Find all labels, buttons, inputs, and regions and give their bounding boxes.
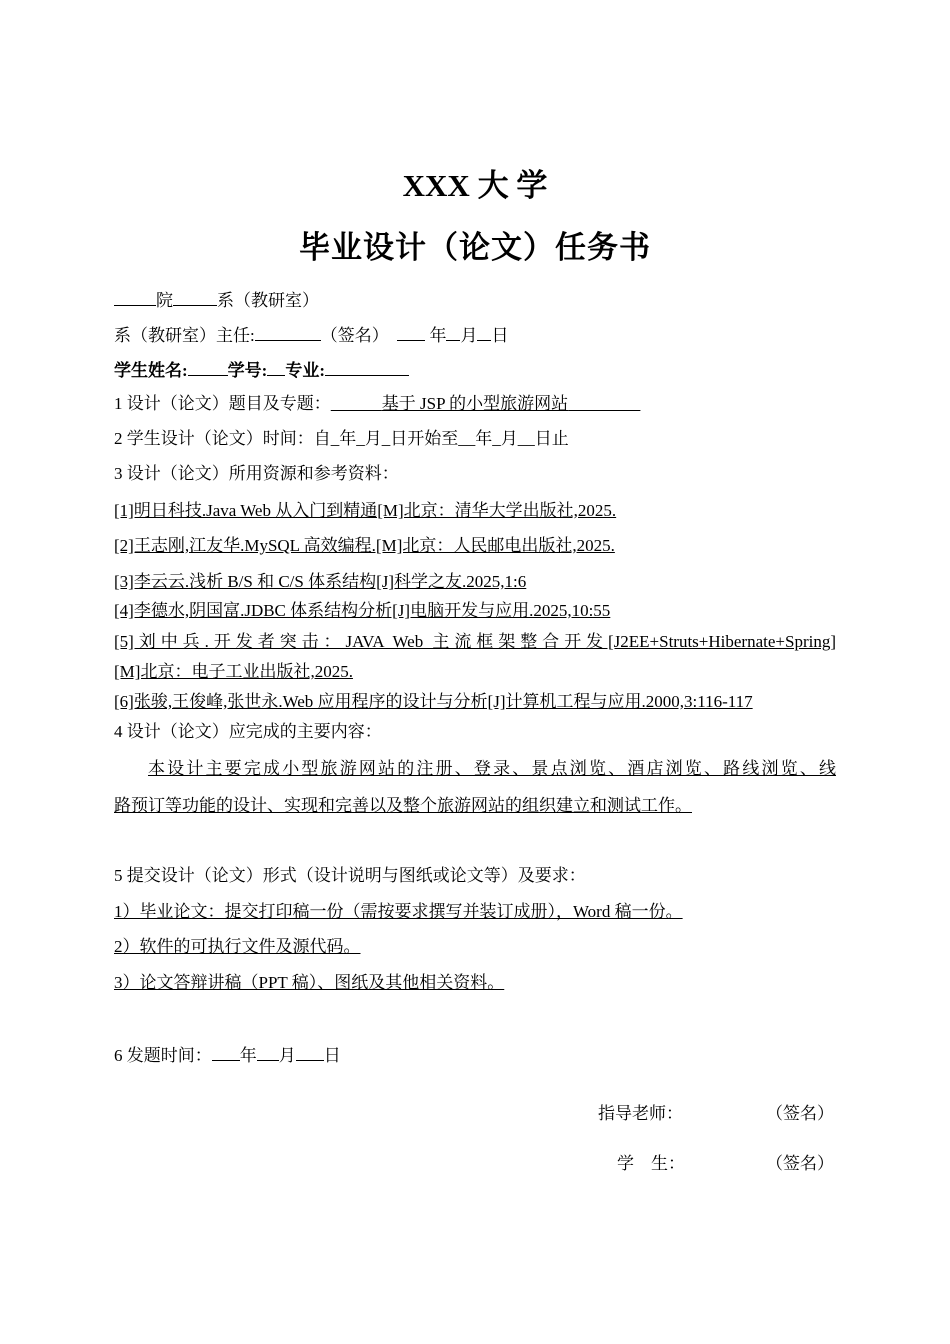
issue-year-label: 年	[239, 1046, 257, 1065]
reference-item: [3]李云云.浅析 B/S 和 C/S 体系结构[J]科学之友.2025,1:6	[114, 572, 527, 591]
university-title: XXX 大 学	[402, 168, 548, 203]
reference-item: [4]李德水,阴国富.JDBC 体系结构分析[J]电脑开发与应用.2025,10:55	[114, 601, 611, 620]
content-text-line1: 本设计主要完成小型旅游网站的注册、登录、景点浏览、酒店浏览、路线浏览、线	[148, 759, 836, 778]
director-sign-label: （签名）	[320, 326, 389, 345]
topic-label: 1 设计（论文）题目及专题：	[114, 394, 331, 413]
content-text-line2: 路预订等功能的设计、实现和完善以及整个旅游网站的组织建立和测试工作。	[114, 796, 692, 815]
reference-item: [5]刘中兵.开发者突击：JAVA Web 主流框架整合开发[J2EE+Struts+Hibernate+Spring]	[114, 632, 836, 651]
reference-item: [6]张骏,王俊峰,张世永.Web 应用程序的设计与分析[J]计算机工程与应用.2000,3:116-117	[114, 692, 753, 711]
resources-label: 3 设计（论文）所用资源和参考资料：	[114, 464, 399, 483]
submission-item: 1）毕业论文：提交打印稿一份（需按要求撰写并装订成册），Word 稿一份。	[114, 902, 683, 921]
issue-day-label: 日	[323, 1046, 341, 1065]
major-blank[interactable]	[325, 358, 409, 376]
director-year-blank[interactable]	[397, 323, 425, 341]
topic-value[interactable]: 基于 JSP 的小型旅游网站	[381, 394, 569, 413]
issue-year-blank[interactable]	[212, 1043, 240, 1061]
college-label: 院	[156, 291, 173, 310]
student-sign-row-label: 学 生：	[617, 1154, 685, 1173]
director-day-blank[interactable]	[477, 323, 491, 341]
advisor-label: 指导老师：	[598, 1104, 683, 1123]
director-month-blank[interactable]	[446, 323, 460, 341]
director-line	[114, 323, 508, 346]
department-line	[114, 288, 319, 311]
document-title: 毕业设计（论文）任务书	[299, 230, 651, 265]
student-name-blank[interactable]	[188, 358, 228, 376]
major-label: 专业:	[285, 361, 326, 380]
college-blank[interactable]	[114, 288, 156, 306]
director-month-label: 月	[460, 326, 478, 345]
student-id-blank[interactable]	[267, 358, 285, 376]
director-day-label: 日	[491, 326, 509, 345]
director-year-label: 年	[429, 326, 447, 345]
issue-date-line	[114, 1043, 341, 1066]
director-label: 系（教研室）主任:	[114, 326, 255, 345]
submission-item: 2）软件的可执行文件及源代码。	[114, 937, 361, 956]
submission-label: 5 提交设计（论文）形式（设计说明与图纸或论文等）及要求：	[114, 866, 586, 885]
reference-item-continued: [M]北京：电子工业出版社,2025.	[114, 662, 353, 681]
student-name-label: 学生姓名:	[114, 361, 188, 380]
reference-item: [1]明日科技.Java Web 从入门到精通[M]北京：清华大学出版社,2025.	[114, 501, 617, 520]
department-blank[interactable]	[173, 288, 217, 306]
issue-month-blank[interactable]	[257, 1043, 279, 1061]
student-sign-label: （签名）	[766, 1154, 834, 1173]
issue-date-label: 6 发题时间：	[114, 1046, 212, 1065]
department-label: 系（教研室）	[217, 291, 319, 310]
design-time-line: 2 学生设计（论文）时间：自_年_月_日开始至__年_月__日止	[114, 429, 569, 448]
reference-item: [2]王志刚,江友华.MySQL 高效编程.[M]北京：人民邮电出版社,2025.	[114, 536, 615, 555]
student-id-label: 学号:	[227, 361, 268, 380]
submission-item: 3）论文答辩讲稿（PPT 稿）、图纸及其他相关资料。	[114, 973, 505, 992]
advisor-sign-label: （签名）	[766, 1104, 834, 1123]
topic-line	[114, 394, 663, 414]
director-blank[interactable]	[255, 323, 321, 341]
student-info-line	[114, 358, 409, 381]
content-label: 4 设计（论文）应完成的主要内容：	[114, 722, 382, 741]
issue-month-label: 月	[278, 1046, 296, 1065]
issue-day-blank[interactable]	[296, 1043, 324, 1061]
